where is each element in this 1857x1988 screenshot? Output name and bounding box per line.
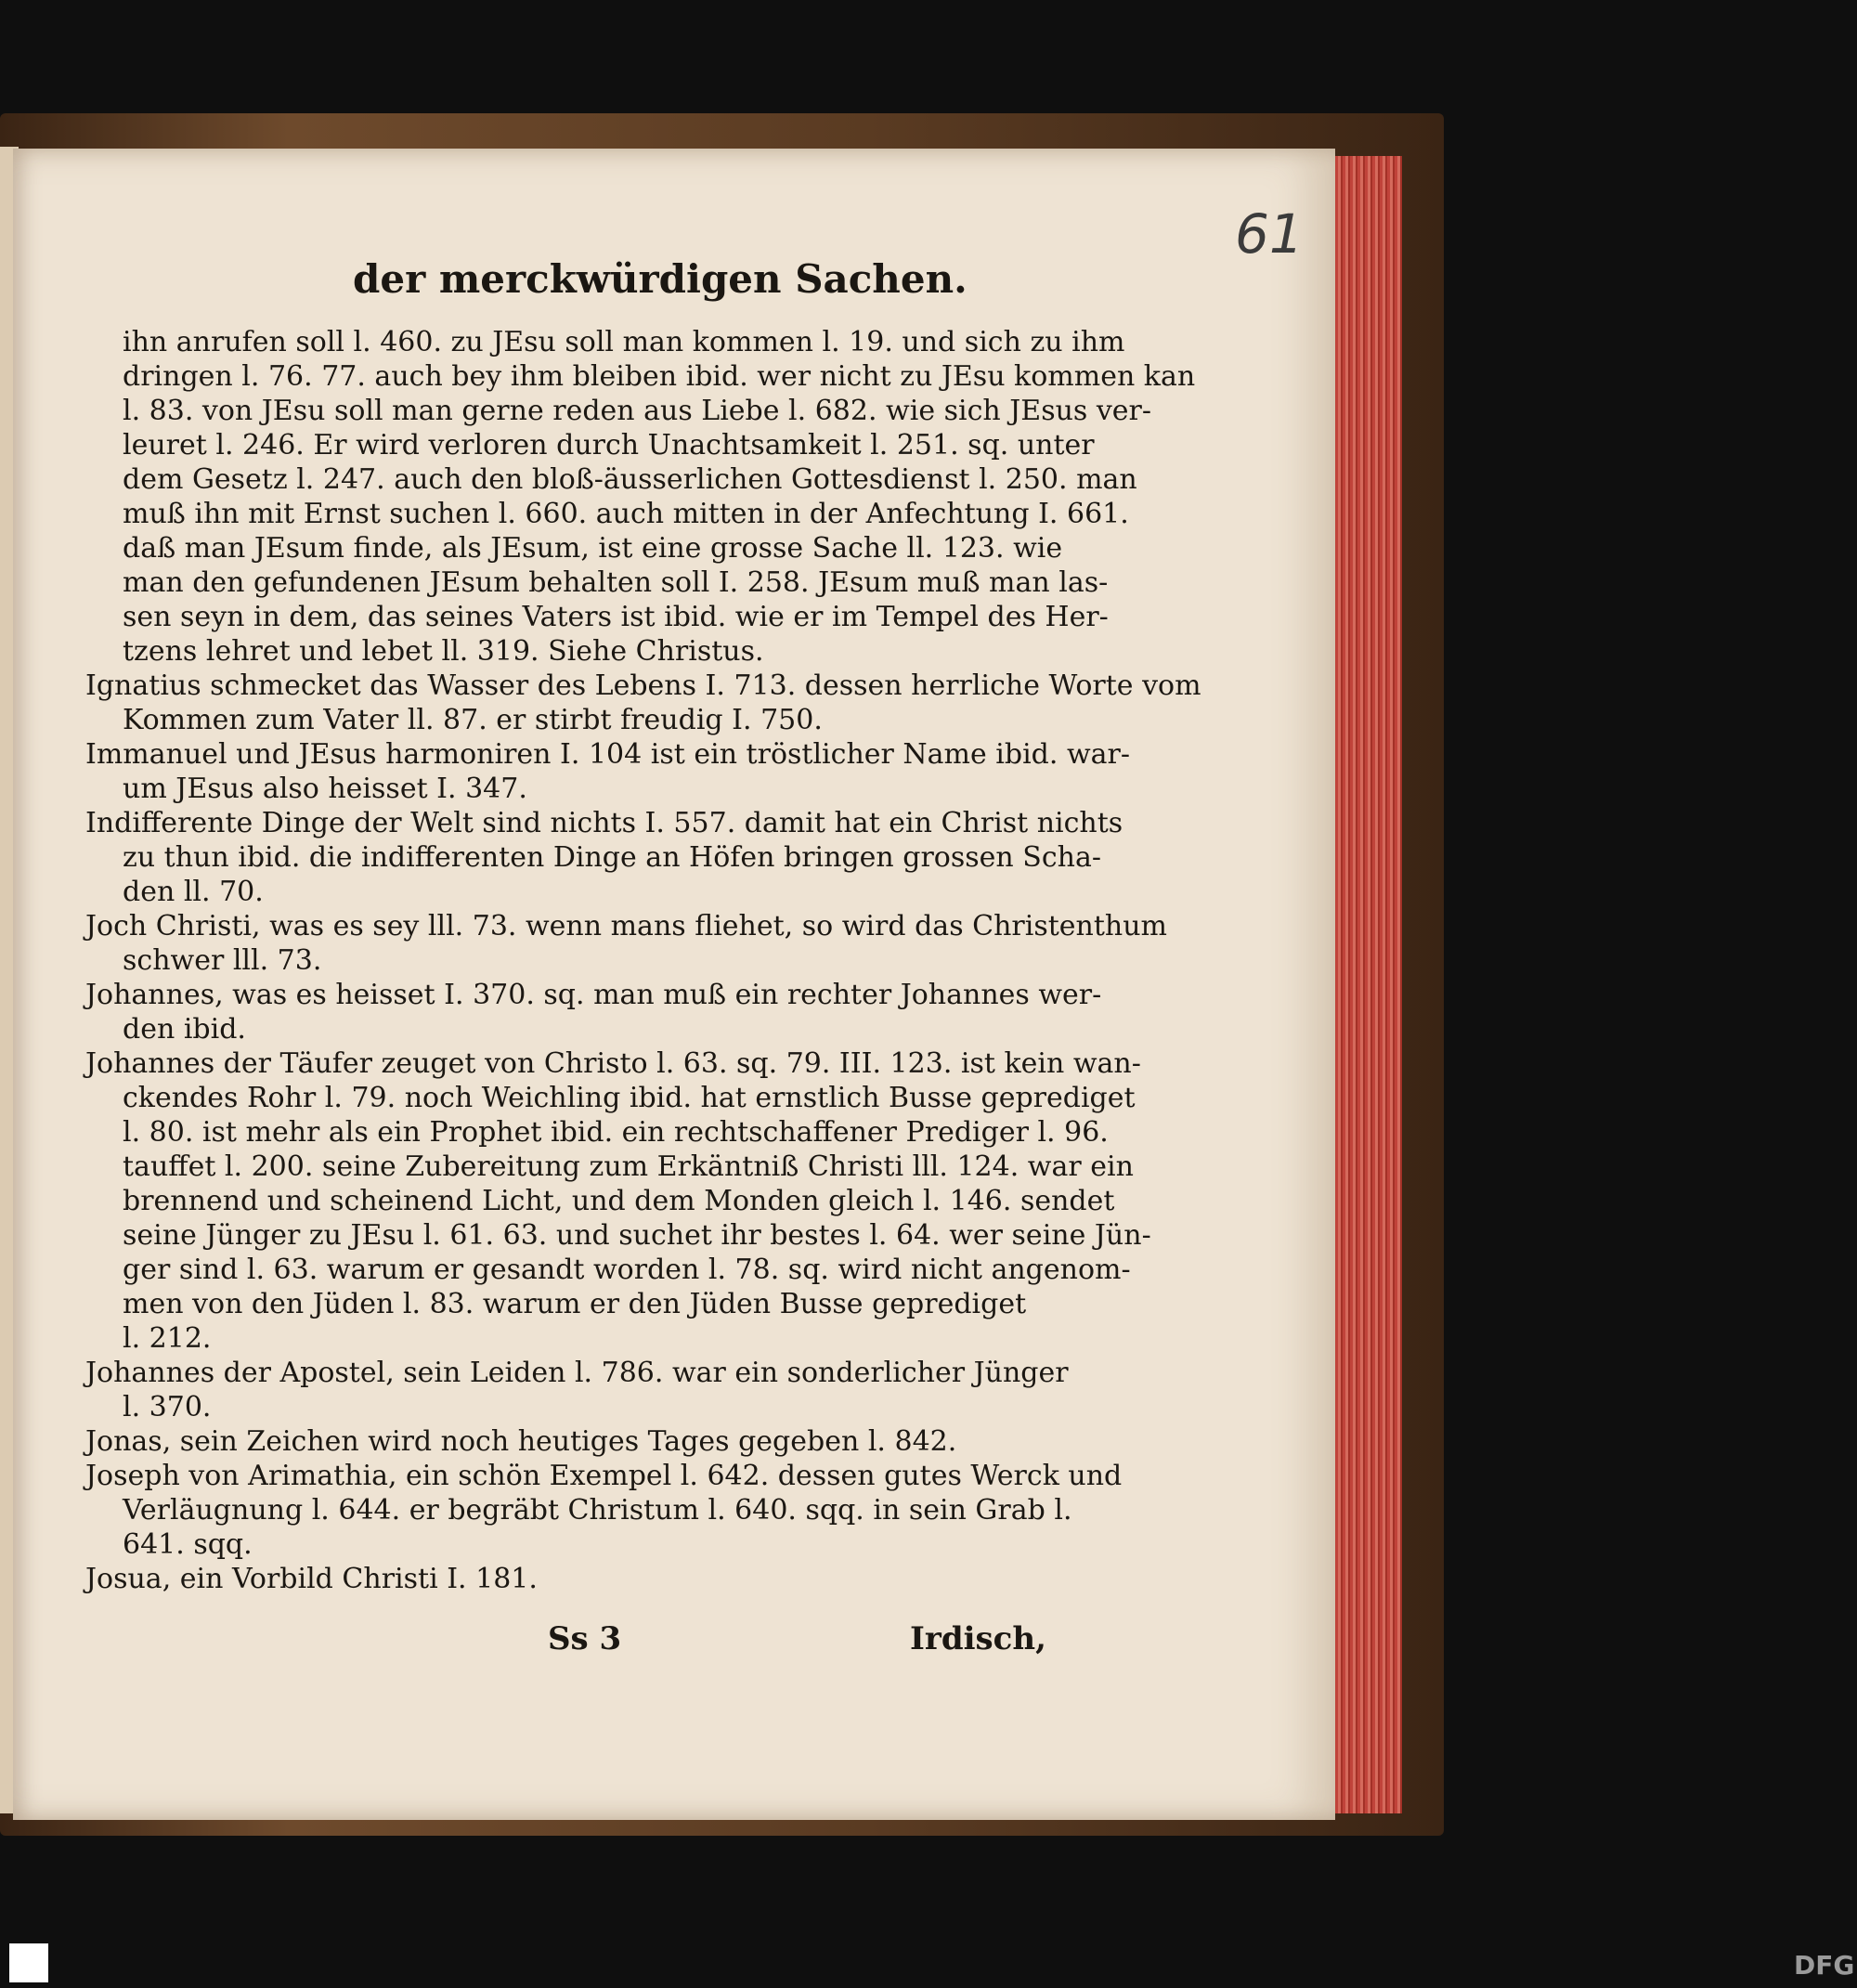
text-line: ihn anrufen soll l. 460. zu JEsu soll man kommen l. 19. und sich zu ihm bbox=[123, 326, 1125, 358]
text-line: dringen l. 76. 77. auch bey ihm bleiben ibid. wer nicht zu JEsu kommen kan bbox=[123, 360, 1196, 393]
text-line: daß man JEsum finde, als JEsum, ist eine grosse Sache ll. 123. wie bbox=[123, 532, 1063, 565]
text-line: den ibid. bbox=[123, 1013, 246, 1046]
folio-number: 61 bbox=[1235, 202, 1304, 266]
text-line: seine Jünger zu JEsu l. 61. 63. und suchet ihr bestes l. 64. wer seine Jün- bbox=[123, 1219, 1151, 1252]
entry-line: Johannes der Apostel, sein Leiden l. 786. war ein sonderlicher Jünger bbox=[85, 1357, 1069, 1389]
text-line: tauffet l. 200. seine Zubereitung zum Erkäntniß Christi lll. 124. war ein bbox=[123, 1150, 1134, 1183]
index-text bbox=[85, 325, 1201, 1596]
running-header: der merckwürdigen Sachen. bbox=[353, 256, 967, 302]
text-line: muß ihn mit Ernst suchen l. 660. auch mitten in der Anfechtung I. 661. bbox=[123, 498, 1129, 530]
entry-line: Joseph von Arimathia, ein schön Exempel l. 642. dessen gutes Werck und bbox=[85, 1460, 1123, 1492]
text-line: Kommen zum Vater ll. 87. er stirbt freudig I. 750. bbox=[123, 704, 823, 736]
text-line: l. 370. bbox=[123, 1391, 212, 1423]
signature-mark: Ss 3 bbox=[548, 1620, 622, 1657]
text-line: leuret l. 246. Er wird verloren durch Unachtsamkeit l. 251. sq. unter bbox=[123, 429, 1095, 461]
text-line: den ll. 70. bbox=[123, 876, 264, 908]
entry-line: Indifferente Dinge der Welt sind nichts I. 557. damit hat ein Christ nichts bbox=[85, 807, 1123, 839]
text-line: ckendes Rohr l. 79. noch Weichling ibid. hat ernstlich Busse geprediget bbox=[123, 1082, 1136, 1114]
entry-line: Joch Christi, was es sey lll. 73. wenn mans fliehet, so wird das Christenthum bbox=[85, 910, 1168, 942]
text-line: sen seyn in dem, das seines Vaters ist ibid. wie er im Tempel des Her- bbox=[123, 601, 1109, 633]
entry-line: Josua, ein Vorbild Christi I. 181. bbox=[85, 1563, 538, 1595]
text-line: um JEsus also heisset I. 347. bbox=[123, 773, 527, 805]
entry-line: Jonas, sein Zeichen wird noch heutiges Tages gegeben l. 842. bbox=[85, 1425, 957, 1458]
text-line: man den gefundenen JEsum behalten soll I. 258. JEsum muß man las- bbox=[123, 566, 1109, 599]
text-line: zu thun ibid. die indifferenten Dinge an Höfen bringen grossen Scha- bbox=[123, 841, 1101, 874]
text-line: dem Gesetz l. 247. auch den bloß-äusserlichen Gottesdienst l. 250. man bbox=[123, 463, 1137, 496]
text-line: l. 212. bbox=[123, 1322, 212, 1355]
library-logo-icon bbox=[9, 1943, 48, 1982]
dfg-logo: DFG bbox=[1794, 1950, 1855, 1981]
text-line: tzens lehret und lebet ll. 319. Siehe Christus. bbox=[123, 635, 764, 668]
text-line: 641. sqq. bbox=[123, 1528, 253, 1561]
catchword: Irdisch, bbox=[910, 1620, 1046, 1657]
text-line: l. 80. ist mehr als ein Prophet ibid. ein rechtschaffener Prediger l. 96. bbox=[123, 1116, 1109, 1149]
text-line: l. 83. von JEsu soll man gerne reden aus Liebe l. 682. wie sich JEsus ver- bbox=[123, 395, 1152, 427]
entry-line: Immanuel und JEsus harmoniren I. 104 ist ein tröstlicher Name ibid. war- bbox=[85, 738, 1130, 771]
text-line: ger sind l. 63. warum er gesandt worden l. 78. sq. wird nicht angenom- bbox=[123, 1254, 1131, 1286]
text-line: Verläugnung l. 644. er begräbt Christum l. 640. sqq. in sein Grab l. bbox=[123, 1494, 1072, 1527]
entry-line: Ignatius schmecket das Wasser des Lebens I. 713. dessen herrliche Worte vom bbox=[85, 669, 1201, 702]
page-edges bbox=[1328, 156, 1402, 1813]
viewer-footer bbox=[0, 1947, 1857, 1988]
entry-line: Johannes der Täufer zeuget von Christo l. 63. sq. 79. III. 123. ist kein wan- bbox=[85, 1047, 1141, 1080]
text-line: men von den Jüden l. 83. warum er den Jüden Busse geprediget bbox=[123, 1288, 1027, 1320]
entry-line: Johannes, was es heisset I. 370. sq. man muß ein rechter Johannes wer- bbox=[85, 979, 1102, 1011]
text-line: schwer lll. 73. bbox=[123, 944, 322, 977]
text-line: brennend und scheinend Licht, und dem Monden gleich l. 146. sendet bbox=[123, 1185, 1115, 1217]
